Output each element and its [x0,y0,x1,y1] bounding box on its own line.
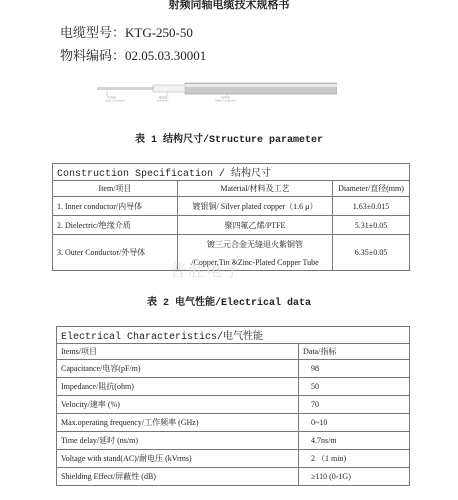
table-row [57,378,410,396]
structure-table-columns [53,181,410,197]
table1-caption: 表 1 结构尺寸/Structure parameter [134,135,324,146]
outer-conductor-highlight [185,84,337,87]
watermark: 普胜电子 [170,261,243,280]
outer-label-en: Outer Conductor [215,99,236,102]
row-item: Voltage with stand(AC)/耐电压 (kVrms) [57,450,299,468]
row-item: Shielding Effect/屏蔽性 (dB) [57,468,299,486]
row-material: 镀三元合金无缝退火紫铜管 [207,239,303,249]
document-title: 射频同轴电缆技术规格书 [168,0,290,11]
material-code: 物料编码：02.05.03.30001 [60,48,207,63]
table-row [57,414,410,432]
row-material: 聚四氟乙烯/PTFE [178,216,333,235]
row-diameter: 5.31±0.05 [333,216,410,235]
dielectric-label-en: Dielectric [157,99,169,102]
table-row [53,216,410,235]
col-material: Material/材料及工艺 [178,181,333,197]
cable-diagram [97,78,337,102]
table-row [57,450,410,468]
col-item: Item/项目 [53,181,178,197]
row-data: 50 [299,378,410,396]
row-item: Time delay/延时 (ns/m) [57,432,299,450]
row-data: ≥110 (0-1G) [299,468,410,486]
row-data: 2 （1 min) [299,450,410,468]
row-item: Impedance/阻抗(ohm) [57,378,299,396]
row-item: Velocity/速率 (%) [57,396,299,414]
row-data: 4.7ns/m [299,432,410,450]
col-items: Items/项目 [57,344,299,360]
row-material-en: /Copper,Tin &Zinc-Plated Copper Tube [191,257,319,267]
table-row [57,468,410,486]
row-data: 0~10 [299,414,410,432]
row-diameter: 1.63±0.015 [333,197,410,216]
row-item: 3. Outer Conductor/外导体 [53,235,178,271]
electrical-table [56,326,410,486]
electrical-table-columns [57,344,410,360]
row-data: 98 [299,360,410,378]
structure-table [52,163,410,271]
table-row [57,396,410,414]
cable-model: 电缆型号：KTG-250-50 [60,25,193,40]
col-diameter: Diameter/直径(mm) [333,181,410,197]
electrical-table-header: Electrical Characteristics/电气性能 [57,327,410,344]
table-row [57,432,410,450]
col-data: Data/指标 [299,344,410,360]
row-material: 镀银铜/ Silver plated copper（1.6 μ） [178,197,333,216]
electrical-table-header-row [57,327,410,344]
inner-conductor-shape [97,88,153,90]
inner-label-en: Inner Conductor [105,99,126,102]
table2-caption: 表 2 电气性能/Electrical data [146,298,312,309]
row-item: Capacitance/电容(pF/m) [57,360,299,378]
row-data: 70 [299,396,410,414]
dielectric-label-cn: 绝缘体 [159,95,169,100]
dielectric-shape [153,85,185,92]
row-diameter: 6.35±0.05 [333,235,410,271]
structure-table-header-row [53,164,410,181]
row-item: 1. Inner conductor/内导体 [53,197,178,216]
table-row [53,197,410,216]
outer-label-cn: 外导体 [221,95,231,100]
inner-label-cn: 内导体 [107,95,117,100]
structure-table-header: Construction Specification / 结构尺寸 [53,164,410,181]
row-item: Max.operating frequency/工作频率 (GHz) [57,414,299,432]
row-item: 2. Dielectric/绝缘介质 [53,216,178,235]
table-row [57,360,410,378]
